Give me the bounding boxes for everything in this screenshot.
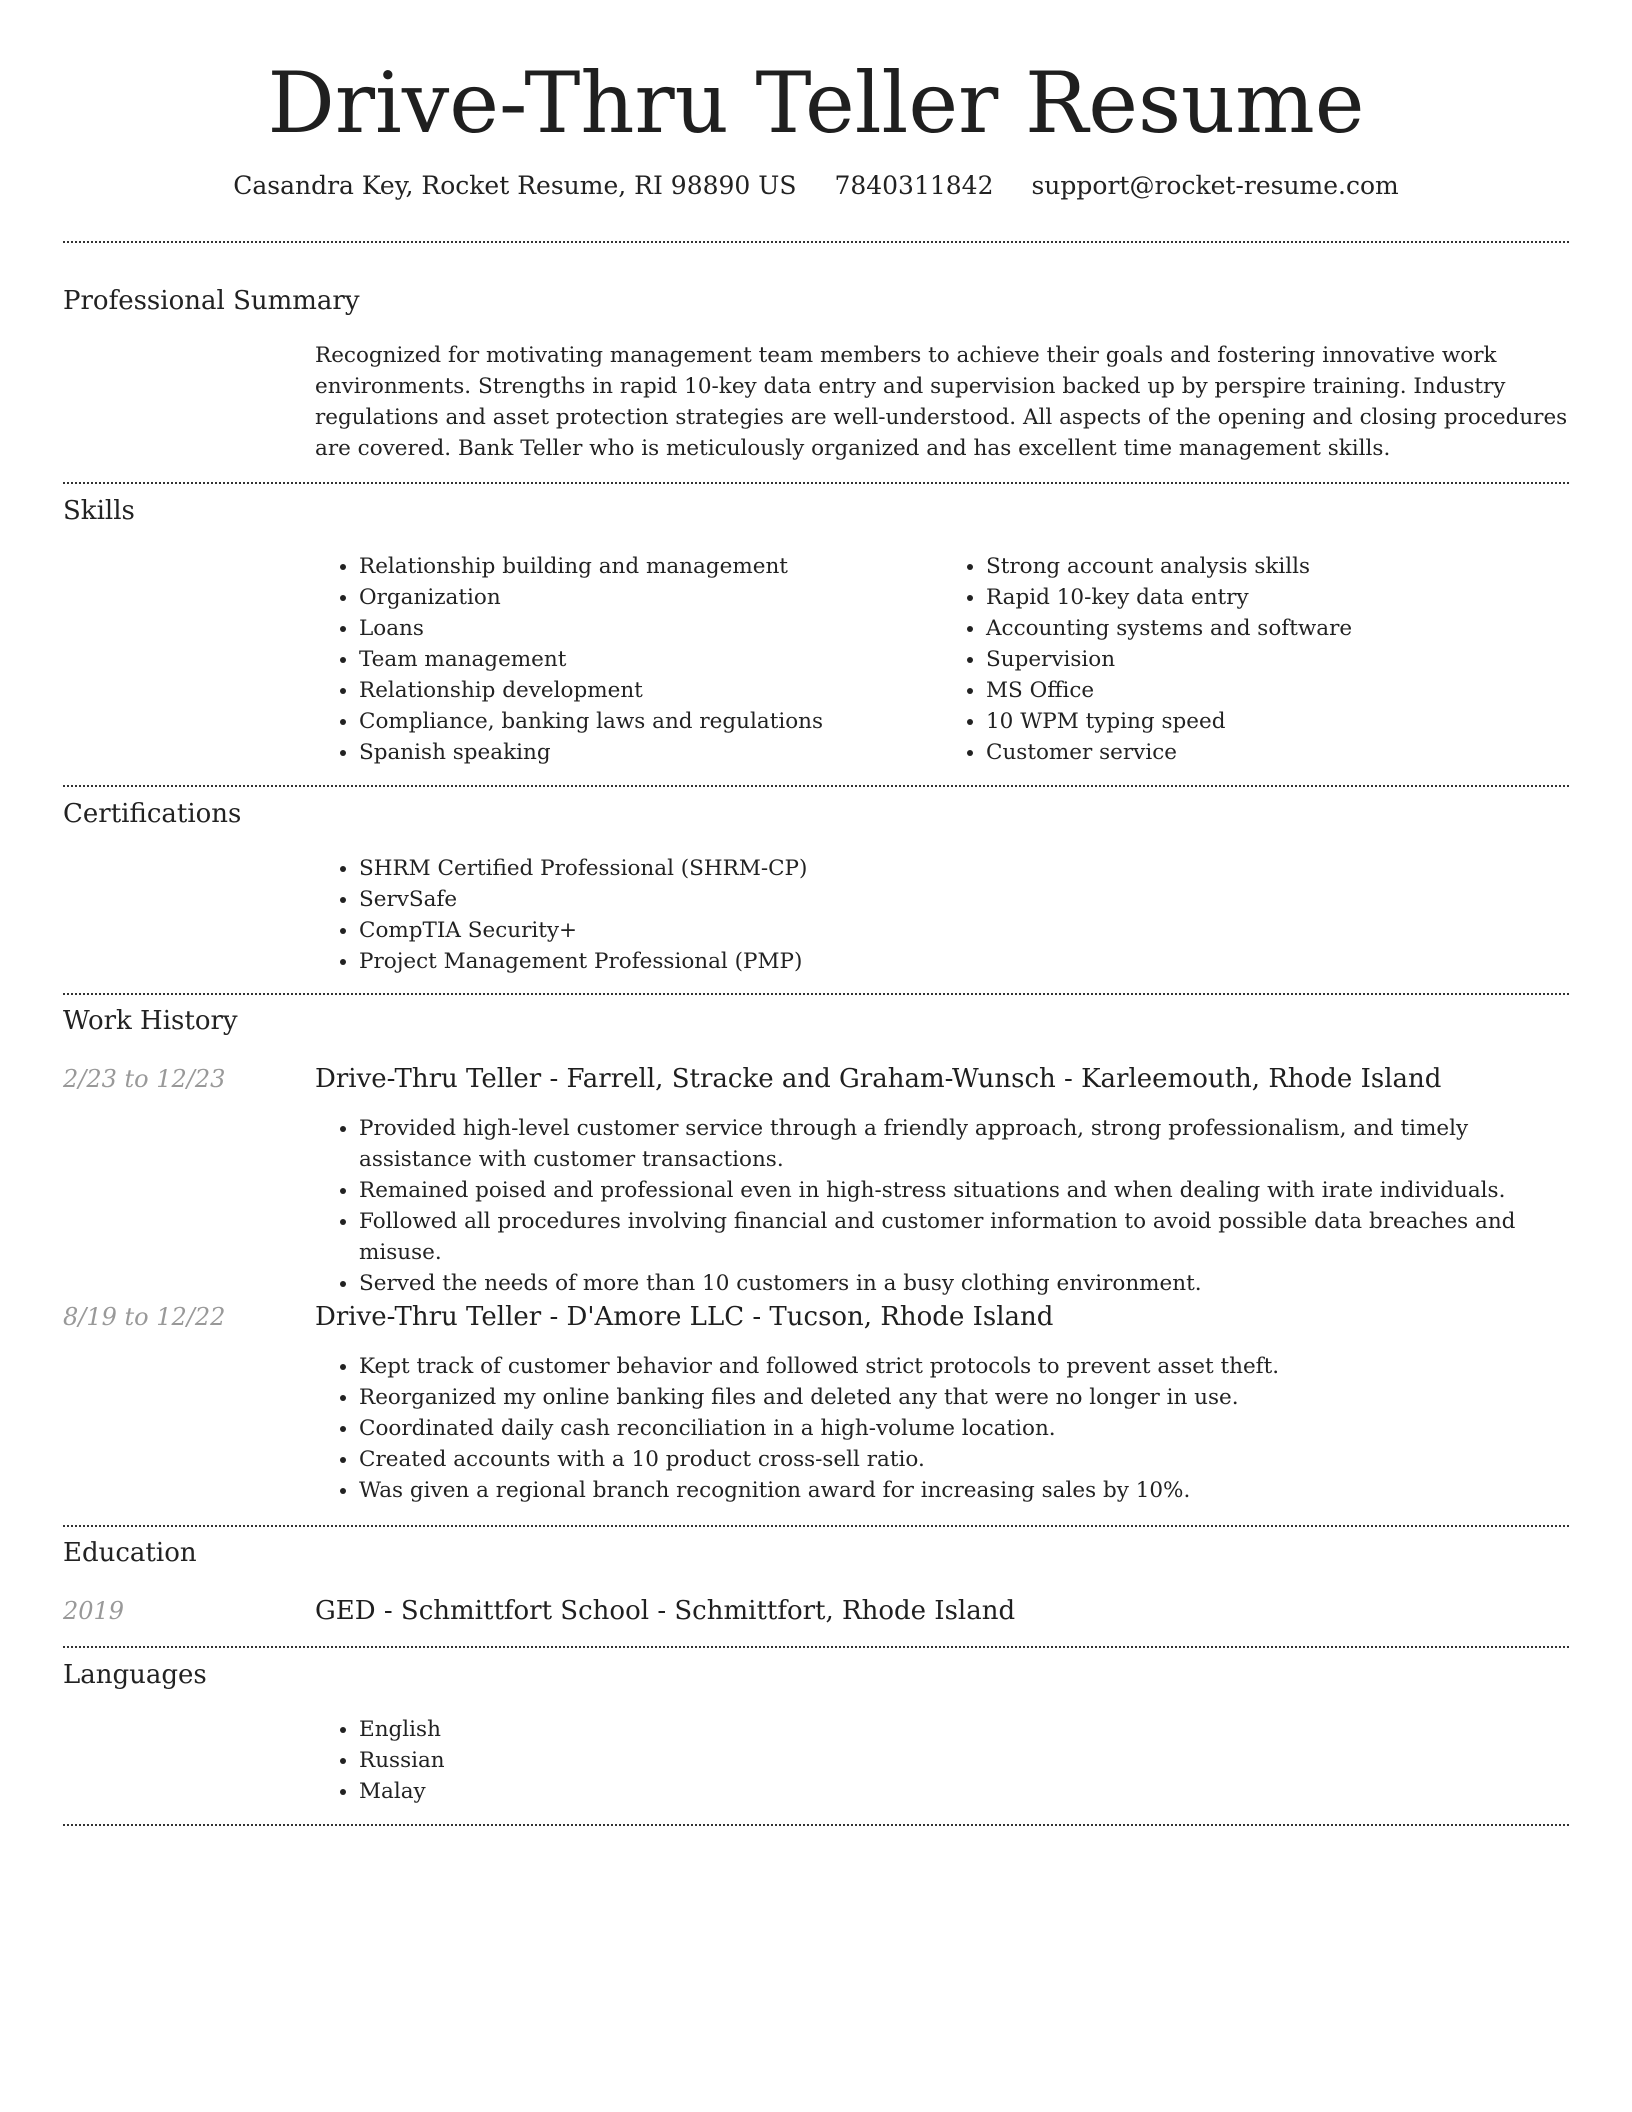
section-title-summary: Professional Summary	[63, 286, 360, 316]
divider	[63, 241, 1569, 243]
languages-list	[315, 1714, 1569, 1807]
list-item: • Provided high-level customer service through a friendly approach, strong professionalism, and timely assistance with customer transactions.	[359, 1113, 1569, 1175]
skills-block	[315, 551, 1569, 768]
contact-line	[63, 168, 1569, 204]
list-item: • Spanish speaking	[359, 737, 942, 768]
divider	[63, 785, 1569, 787]
job-dates: 2/23 to 12/23	[63, 1065, 226, 1093]
divider	[63, 1525, 1569, 1527]
skills-list-right	[942, 551, 1569, 768]
list-item: • Team management	[359, 644, 942, 675]
list-item: • Organization	[359, 582, 942, 613]
resume-title: Drive-Thru Teller Resume	[267, 54, 1365, 152]
divider	[63, 482, 1569, 484]
list-item: • Coordinated daily cash reconciliation in a high-volume location.	[359, 1413, 1569, 1444]
list-item: • Relationship development	[359, 675, 942, 706]
section-title-certifications: Certifications	[63, 799, 242, 829]
list-item: • Supervision	[986, 644, 1569, 675]
list-item: • Rapid 10-key data entry	[986, 582, 1569, 613]
list-item: • Malay	[359, 1776, 1569, 1807]
section-title-education: Education	[63, 1538, 197, 1568]
list-item: • 10 WPM typing speed	[986, 706, 1569, 737]
list-item: • Created accounts with a 10 product cross-sell ratio.	[359, 1444, 1569, 1475]
list-item: • Followed all procedures involving financial and customer information to avoid possible data breaches and misuse.	[359, 1206, 1569, 1268]
skills-list-left	[315, 551, 942, 768]
contact-phone: 7840311842	[834, 171, 994, 200]
list-item: • English	[359, 1714, 1569, 1745]
divider	[63, 993, 1569, 995]
list-item: • Reorganized my online banking files and deleted any that were no longer in use.	[359, 1382, 1569, 1413]
list-item: • Accounting systems and software	[986, 613, 1569, 644]
job-bullets	[315, 1351, 1569, 1506]
list-item: • Russian	[359, 1745, 1569, 1776]
list-item: • Strong account analysis skills	[986, 551, 1569, 582]
list-item: • SHRM Certified Professional (SHRM-CP)	[359, 853, 1569, 884]
list-item: • MS Office	[986, 675, 1569, 706]
job-title: Drive-Thru Teller - D'Amore LLC - Tucson, Rhode Island	[315, 1302, 1054, 1332]
list-item: • CompTIA Security+	[359, 915, 1569, 946]
list-item: • Was given a regional branch recognition award for increasing sales by 10%.	[359, 1475, 1569, 1506]
list-item: • Relationship building and management	[359, 551, 942, 582]
contact-email: support@rocket-resume.com	[1031, 171, 1399, 200]
divider	[63, 1824, 1569, 1826]
list-item: • ServSafe	[359, 884, 1569, 915]
education-title: GED - Schmittfort School - Schmittfort, Rhode Island	[315, 1596, 1016, 1626]
job-bullet-list	[315, 1113, 1569, 1299]
certifications-block	[315, 853, 1569, 977]
summary-block	[315, 340, 1569, 464]
divider	[63, 1646, 1569, 1648]
list-item: • Customer service	[986, 737, 1569, 768]
languages-block	[315, 1714, 1569, 1807]
list-item: • Kept track of customer behavior and followed strict protocols to prevent asset theft.	[359, 1351, 1569, 1382]
list-item: • Loans	[359, 613, 942, 644]
job-bullets	[315, 1113, 1569, 1299]
job-bullet-list	[315, 1351, 1569, 1506]
contact-address: Casandra Key, Rocket Resume, RI 98890 US	[233, 171, 797, 200]
list-item: • Remained poised and professional even in high-stress situations and when dealing with irate individuals.	[359, 1175, 1569, 1206]
job-title: Drive-Thru Teller - Farrell, Stracke and Graham-Wunsch - Karleemouth, Rhode Island	[315, 1064, 1442, 1094]
list-item: • Compliance, banking laws and regulations	[359, 706, 942, 737]
list-item: • Served the needs of more than 10 customers in a busy clothing environment.	[359, 1268, 1569, 1299]
section-title-languages: Languages	[63, 1660, 207, 1690]
summary-text: Recognized for motivating management team members to achieve their goals and fostering innovative work environments. Strengths in rapid 10-key data entry and supervision backed up by perspire training. Industry regulations and asset protection strategies are well-understood. All aspects of the opening and closing procedures are covered. Bank Teller who is meticulously organized and has excellent time management skills.	[315, 343, 1568, 461]
job-dates: 8/19 to 12/22	[63, 1303, 226, 1331]
list-item: • Project Management Professional (PMP)	[359, 946, 1569, 977]
certifications-list	[315, 853, 1569, 977]
section-title-skills: Skills	[63, 496, 135, 526]
section-title-work-history: Work History	[63, 1006, 238, 1036]
education-year: 2019	[63, 1597, 125, 1625]
